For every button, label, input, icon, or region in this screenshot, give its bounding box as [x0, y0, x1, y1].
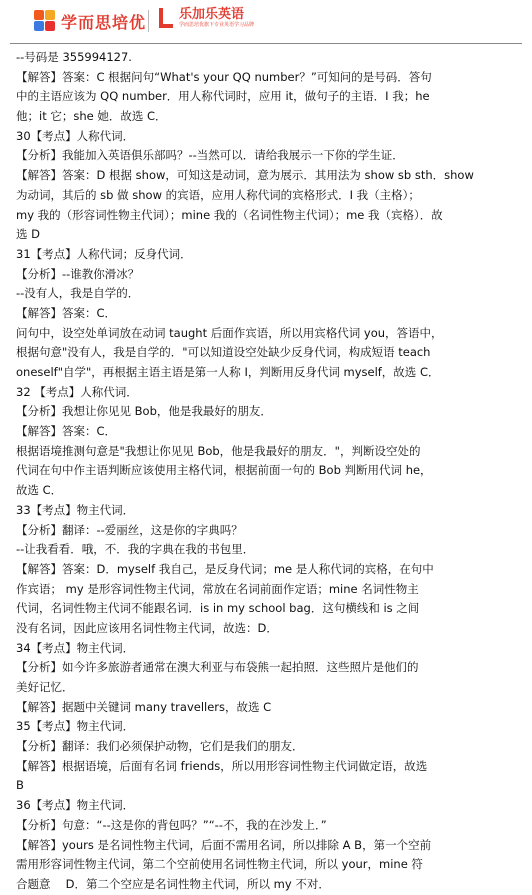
text-line: 故选 C．: [16, 483, 63, 498]
text-line: 【解答】答案：D．myself 我自己，是反身代词；me 是人称代词的宾格，在句中: [16, 561, 434, 576]
text-line: 31【考点】人称代词；反身代词．: [16, 246, 192, 261]
text-line: 35【考点】物主代词．: [16, 719, 135, 734]
text-line: 他；it 它；she 她．故选 C．: [16, 109, 167, 124]
text-line: 【解答】答案：C．: [16, 305, 117, 320]
text-line: 美好记忆．: [16, 680, 74, 694]
text-line: my 我的（形容词性物主代词）；mine 我的（名词性物主代词）；me 我（宾格）．故: [16, 207, 443, 222]
text-line: 【分析】翻译：我们必须保护动物，它们是我们的朋友．: [16, 739, 304, 754]
text-line: 【解答】答案：C．: [16, 424, 117, 439]
text-line: 【解答】根据语境，后面有名词 friends，所以用形容词性物主代词做定语，故选: [16, 758, 428, 773]
text-line: 代词在句中作主语判断应该使用主格代词，根据前面一句的 Bob 判断用代词 he，: [16, 463, 432, 478]
lejiale-logo-icon: [157, 6, 175, 30]
text-line: 34【考点】物主代词．: [16, 640, 135, 655]
xueersi-logo-text: 学而思培优: [61, 12, 147, 32]
lejiale-logo-text: 乐加乐英语: [179, 7, 245, 22]
xueersi-logo: [34, 7, 146, 35]
text-line: 【分析】翻译：--爱丽丝，这是你的字典吗？: [16, 522, 243, 537]
text-line: 问句中，设空处单词放在动词 taught 后面作宾语，所以用宾格代词 you，答语中，: [16, 325, 443, 340]
text-line: --号码是 355994127.: [16, 50, 132, 64]
text-line: 【分析】我想让你见见 Bob，他是我最好的朋友．: [16, 404, 272, 419]
page-header: [0, 0, 532, 44]
xueersi-logo-icon: [34, 10, 56, 32]
text-line: 根据句意"没有人，我是自学的．"可以知道设空处缺少反身代词，构成短语 teach: [16, 345, 431, 360]
text-line: --让我看看．哦，不．我的字典在我的书包里．: [16, 542, 255, 557]
text-line: 33【考点】物主代词．: [16, 502, 135, 517]
text-line: oneself"自学"，再根据主语主语是第一人称 I，判断用反身代词 myself，故选 C．: [16, 365, 440, 379]
text-line: 【解答】据题中关键词 many travellers，故选 C: [16, 699, 272, 714]
text-line: --没有人，我是自学的．: [16, 286, 140, 301]
text-line: 没有名词，因此应该用名词性物主代词，故选：D．: [16, 620, 278, 635]
text-line: 【分析】我能加入英语俱乐部吗？--当然可以．请给我展示一下你的学生证．: [16, 148, 404, 163]
lejiale-logo: [157, 6, 254, 30]
text-line: 根据语境推测句意是"我想让你见见 Bob，他是我最好的朋友．"，判断设空处的: [16, 443, 421, 458]
text-line: 【分析】如今许多旅游者通常在澳大利亚与布袋熊一起拍照．这些照片是他们的: [16, 660, 419, 675]
header-rule: [10, 43, 522, 44]
text-line: 【解答】答案：D 根据 show，可知这是动词，意为展示．其用法为 show sb sth．show: [16, 168, 474, 183]
text-line: 【解答】答案：C 根据问句“What's your QQ number？”可知问的是号码．答句: [16, 69, 432, 84]
text-line: 30【考点】人称代词．: [16, 128, 135, 143]
text-line: 36【考点】物主代词．: [16, 798, 135, 813]
text-line: 选 D: [16, 227, 41, 242]
text-line: B: [16, 778, 24, 793]
text-line: 作宾语； my 是形容词性物主代词，常放在名词前面作定语；mine 名词性物主: [16, 581, 419, 596]
text-line: 需用形容词性物主代词，第二个空前使用名词性物主代词，所以 your，mine 符: [16, 857, 423, 872]
text-line: 【分析】--谁教你滑冰？: [16, 266, 140, 281]
text-line: 【分析】句意：“--这是你的背包吗？”“--不，我的在沙发上．”: [16, 817, 327, 832]
text-line: 代词，名词性物主代词不能跟名词．is in my school bag．这句横线和 is 之间: [16, 601, 420, 616]
answer-text-body: [16, 48, 516, 895]
text-line: 合题意 D．第二个空应是名词性物主代词，所以 my 不对．: [16, 876, 330, 891]
text-line: 为动词，其后的 sb 做 show 的宾语，应用人称代词的宾格形式．I 我（主格）；: [16, 187, 420, 202]
text-line: 【解答】yours 是名词性物主代词，后面不需用名词，所以排除 A B，第一个空前: [16, 837, 432, 852]
lejiale-logo-subtitle: 学而思培优旗下专业英语学习品牌: [179, 22, 255, 28]
logo-divider: [148, 10, 149, 32]
text-line: 32 【考点】人称代词．: [16, 384, 138, 399]
text-line: 中的主语应该为 QQ number．用人称代词时，应用 it，做句子的主语．I 我；he: [16, 89, 430, 104]
